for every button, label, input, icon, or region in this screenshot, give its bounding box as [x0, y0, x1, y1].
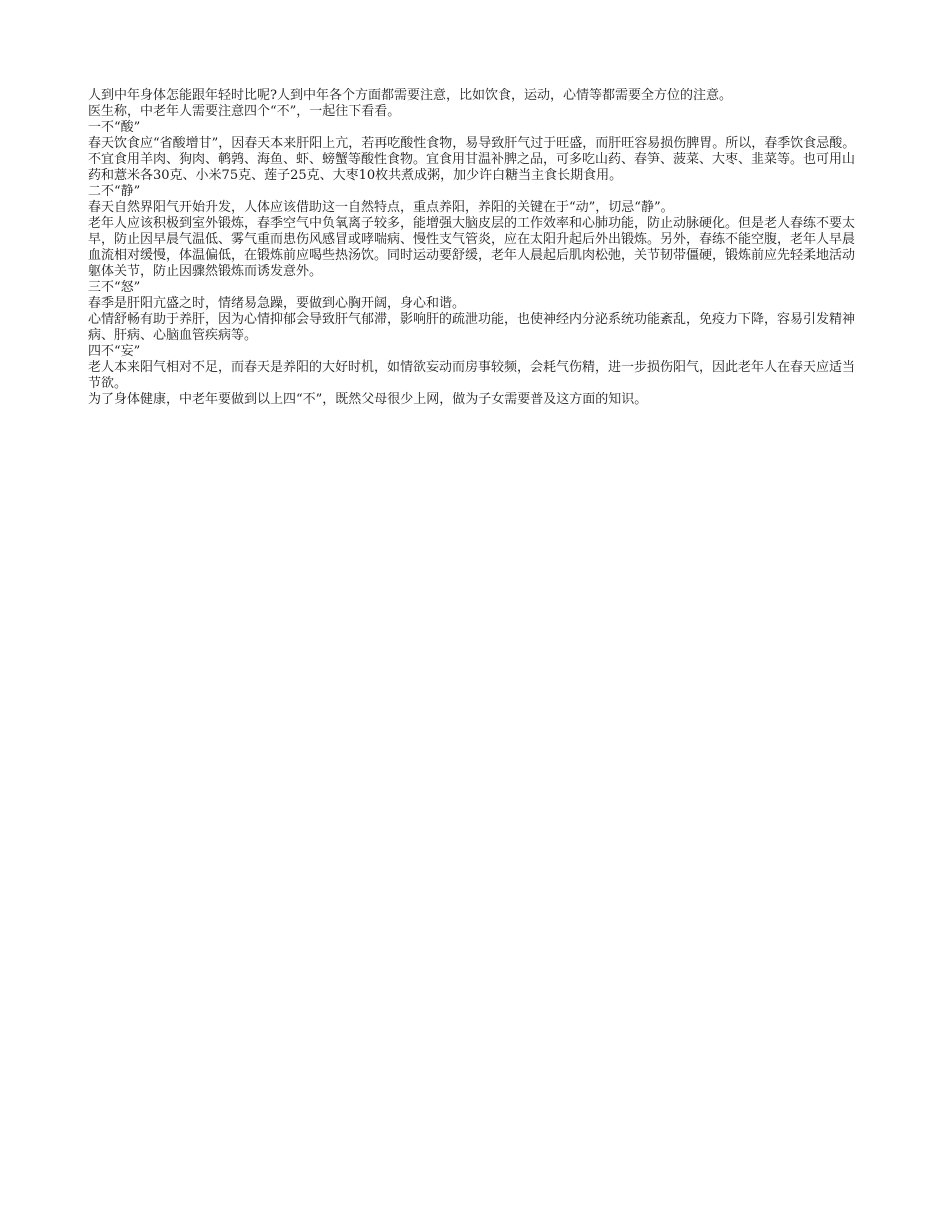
sour-paragraph-1: 春天饮食应“省酸增甘”，因春天本来肝阳上亢，若再吃酸性食物，易导致肝气过于旺盛，而肝旺容易损伤脾胃。所以，春季饮食忌酸。 — [88, 136, 856, 151]
conclusion-paragraph: 为了身体健康，中老年要做到以上四“不”，既然父母很少上网，做为子女需要普及这方面的知识。 — [88, 392, 648, 407]
anger-paragraph-2: 心情舒畅有助于养肝，因为心情抑郁会导致肝气郁滞，影响肝的疏泄功能，也使神经内分泌系统功能紊乱，免疫力下降，容易引发精神病、肝病、心脑血管疾病等。 — [88, 312, 856, 343]
section-heading-sour: 一不“酸” — [88, 120, 141, 135]
section-heading-still: 二不“静” — [88, 184, 141, 199]
still-paragraph-2: 老年人应该积极到室外锻炼，春季空气中负氧离子较多，能增强大脑皮层的工作效率和心肺功能，防止动脉硬化。但是老人春练不要太早，防止因早晨气温低、雾气重而患伤风感冒或哮喘病、慢性支气管炎，应在太阳升起后外出锻炼。另外，春练不能空腹，老年人早晨血流相对缓慢，体温偏低，在锻炼前应喝些热汤饮。同时运动要舒缓，老年人晨起后肌肉松弛，关节韧带僵硬，锻炼前应先轻柔地活动躯体关节，防止因骤然锻炼而诱发意外。 — [88, 216, 856, 279]
section-heading-anger: 三不“怒” — [88, 280, 141, 295]
anger-paragraph-1: 春季是肝阳亢盛之时，情绪易急躁，要做到心胸开阔，身心和谐。 — [88, 296, 466, 311]
document-body — [88, 88, 864, 408]
intro-paragraph: 人到中年身体怎能跟年轻时比呢?人到中年各个方面都需要注意，比如饮食，运动，心情等都需要全方位的注意。 — [88, 88, 732, 103]
section-heading-reckless: 四不“妄” — [88, 344, 141, 359]
sour-paragraph-2: 不宜食用羊肉、狗肉、鹌鹑、海鱼、虾、螃蟹等酸性食物。宜食用甘温补脾之品，可多吃山药、春笋、菠菜、大枣、韭菜等。也可用山药和薏米各30克、小米75克、莲子25克、大枣10枚共煮成粥，加少许白糖当主食长期食用。 — [88, 152, 856, 183]
still-paragraph-1: 春天自然界阳气开始升发，人体应该借助这一自然特点，重点养阳，养阳的关键在于“动”，切忌“静”。 — [88, 200, 674, 215]
intro-doctor-paragraph: 医生称，中老年人需要注意四个“不”，一起往下看看。 — [88, 104, 401, 119]
reckless-paragraph: 老人本来阳气相对不足，而春天是养阳的大好时机，如情欲妄动而房事较频，会耗气伤精，进一步损伤阳气，因此老年人在春天应适当节欲。 — [88, 360, 856, 391]
